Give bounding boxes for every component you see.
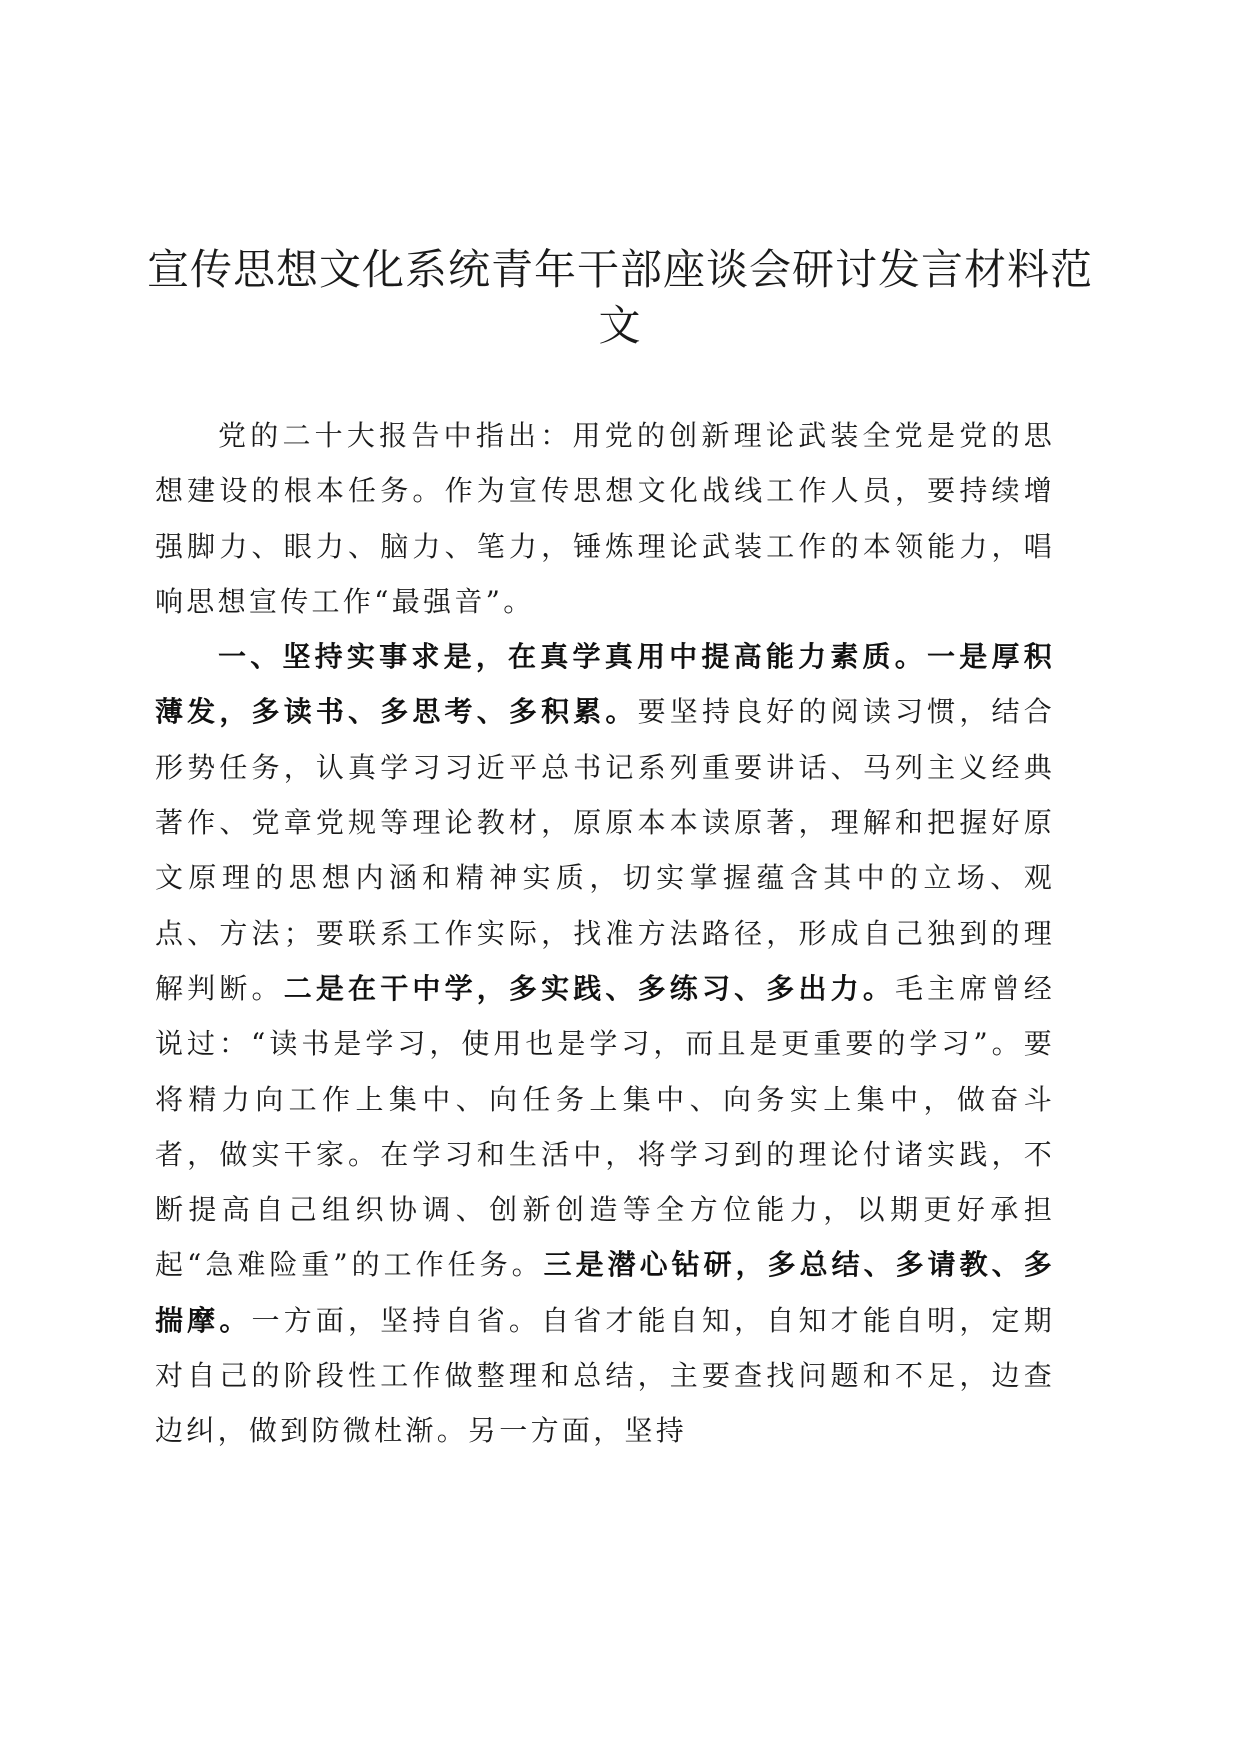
point-2-text: 毛主席曾经说过：“读书是学习，使用也是学习，而且是更重要的学习”。要将精力向工作上集中、向任务上集中、向务实上集中，做奋斗者，做实干家。在学习和生活中，将学习到的理论付诸实践，不断提高自己组织协调、创新创造等全方位能力，以期更好承担起“急难险重”的工作任务。 — [155, 971, 1055, 1282]
section-1-heading: 一、坚持实事求是，在真学真用中提高能力素质。 — [218, 640, 928, 674]
point-1-heading: 一是厚积薄发，多读书、多思考、多积累。 — [155, 640, 1055, 729]
document-body — [155, 408, 1055, 1459]
point-3-heading: 三是潜心钻研，多总结、多请教、多揣摩。 — [155, 1248, 1055, 1337]
document-title: 宣传思想文化系统青年干部座谈会研讨发言材料范文 — [146, 245, 1093, 350]
point-1-text: 要坚持良好的阅读习惯，结合形势任务，认真学习习近平总书记系列重要讲话、马列主义经典著作、党章党规等理论教材，原原本本读原著，理解和把握好原文原理的思想内涵和精神实质，切实掌握蕴含其中的立场、观点、方法；要联系工作实际，找准方法路径，形成自己独到的理解判断。 — [155, 695, 1055, 1005]
point-3-text: 一方面，坚持自省。自省才能自知，自知才能自明，定期对自己的阶段性工作做整理和总结，主要查找问题和不足，边查边纠，做到防微杜渐。另一方面，坚持 — [155, 1303, 1055, 1448]
point-2-heading: 二是在干中学，多实践、多练习、多出力。 — [283, 971, 895, 1005]
section-1-paragraph — [155, 629, 1055, 1458]
intro-paragraph: 党的二十大报告中指出：用党的创新理论武装全党是党的思想建设的根本任务。作为宣传思想文化战线工作人员，要持续增强脚力、眼力、脑力、笔力，锤炼理论武装工作的本领能力，唱响思想宣传工作“最强音”。 — [155, 419, 1055, 618]
